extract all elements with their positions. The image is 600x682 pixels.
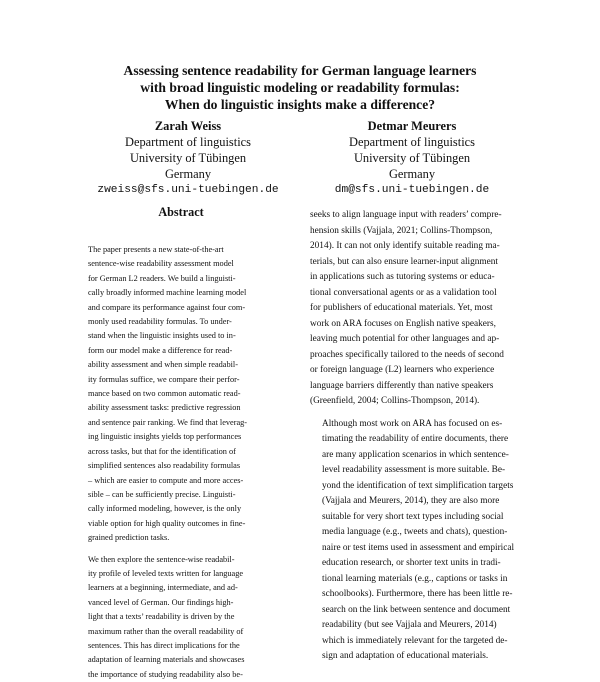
abstract-column [88,243,278,682]
text-line: language barriers differently than native speakers [310,380,494,391]
text-line: sentences. This has direct implications for the [88,640,240,650]
text-line: ity formulas suffice, we compare their perfor- [88,374,240,384]
text-line: level readability assessment is more suitable. Be- [322,465,506,475]
author-country: Germany [164,167,212,181]
text-line: proaches specifically tailored to the needs of second [310,349,504,360]
text-line: form our model make a difference for read- [88,345,233,355]
text-line: schoolbooks). Furthermore, there has been little re- [322,589,513,599]
author-department: Department of linguistics [125,135,251,149]
text-line: light that a texts’ readability is driven by the [88,612,235,622]
author-university: University of Tübingen [129,151,247,165]
author-block-2 [292,118,532,198]
author-country: Germany [388,167,436,181]
author-email: dm@sfs.uni-tuebingen.de [334,184,490,196]
body-paragraph-2 [310,417,536,665]
paper-title [70,62,530,113]
text-line: seeks to align language input with readers’ compre- [310,210,502,220]
text-line: 2014). It can not only identify suitable reading ma- [310,241,500,251]
text-line: for publishers of educational materials. Yet, most [310,303,493,313]
text-line: yond the identification of text simplification targets [322,480,514,491]
author-name: Zarah Weiss [154,119,222,133]
author-department: Department of linguistics [349,135,475,149]
abstract-paragraph-2 [88,553,278,682]
text-line: We then explore the sentence-wise readabil- [88,554,235,564]
text-line: viable option for high quality outcomes in fine- [88,518,246,528]
text-line: for German L2 readers. We build a linguisti- [88,273,236,283]
text-line: readability (but see Vajjala and Meurers, 2014) [322,620,497,630]
text-line: mance based on two common automatic read- [88,389,241,399]
text-line: or foreign language (L2) learners who experience [310,365,495,375]
text-line: work on ARA focuses on English native speakers, [310,318,496,329]
text-line: naire or test items used in assessment and empirical [322,542,515,553]
text-line: Although most work on ARA has focused on es- [322,418,503,429]
text-line: ity profile of leveled texts written for language [88,568,244,578]
body-column [310,208,536,665]
text-line: stand when the linguistic insights used to in- [88,331,236,341]
text-line: ing linguistic insights yields top performances [88,432,242,442]
text-line: vanced level of German. Our findings high- [88,597,234,607]
title-line: with broad linguistic modeling or readability formulas: [140,80,460,95]
text-line: the importance of studying readability also be- [88,669,243,679]
text-line: ability assessment tasks: predictive regression [88,403,241,413]
text-line: cally broadly informed machine learning model [88,288,247,298]
text-line: learners at a beginning, intermediate, and ad- [88,583,238,593]
text-line: are many application scenarios in which sentence- [322,449,509,460]
text-line: media language (e.g., tweets and chats), question- [322,527,508,537]
title-line: Assessing sentence readability for German language learners [123,63,477,78]
text-line: across tasks, but that for the identification of [88,446,236,456]
text-line: maximum rather than the overall readability of [88,626,244,636]
author-name: Detmar Meurers [367,119,457,133]
text-line: – which are easier to compute and more acces- [88,475,244,485]
text-line: leaving much potential for other languages and ap- [310,334,500,344]
abstract-paragraph-1 [88,243,278,546]
text-line: in applications such as tutoring systems or educa- [310,272,495,282]
text-line: cally informed modeling, however, is the only [88,504,242,514]
text-line: adaptation of learning materials and showcases [88,655,245,665]
text-line: which is immediately relevant for the targeted de- [322,635,508,646]
text-line: (Greenfield, 2004; Collins-Thompson, 2014). [310,396,480,406]
title-line: When do linguistic insights make a difference? [164,97,436,112]
text-line: terials, but can also ensure learner-input alignment [310,256,499,267]
text-line: sentence-wise readability assessment model [88,259,234,269]
author-email: zweiss@sfs.uni-tuebingen.de [97,184,279,196]
body-paragraph-1 [310,208,536,410]
text-line: simplified sentences also readability formulas [88,461,241,471]
text-line: grained prediction tasks. [88,533,170,543]
text-line: and sentence pair ranking. We find that leverag- [88,417,248,427]
text-line: search on the link between sentence and document [322,604,511,615]
text-line: suitable for very short text types including social [322,511,504,522]
text-line: tional conversational agents or as a validation tool [310,287,497,298]
author-block-1 [68,118,308,198]
text-line: hension skills (Vajjala, 2021; Collins-Thompson, [310,225,493,236]
text-line: sible – can be sufficiently precise. Linguisti- [88,489,236,499]
text-line: The paper presents a new state-of-the-art [88,245,224,254]
text-line: sign and adaptation of educational materials. [322,651,489,661]
author-university: University of Tübingen [353,151,471,165]
text-line: ability assessment and when simple readabil- [88,360,238,370]
text-line: monly used readability formulas. To under- [88,317,232,327]
text-line: (Vajjala and Meurers, 2014), they are also more [322,496,500,506]
text-line: timating the readability of entire documents, there [322,434,509,444]
text-line: education research, or shorter text units in tradi- [322,558,501,568]
text-line: and compare its performance against four com- [88,302,246,312]
text-line: tional learning materials (e.g., captions or tasks in [322,573,508,584]
abstract-heading: Abstract [158,205,204,219]
